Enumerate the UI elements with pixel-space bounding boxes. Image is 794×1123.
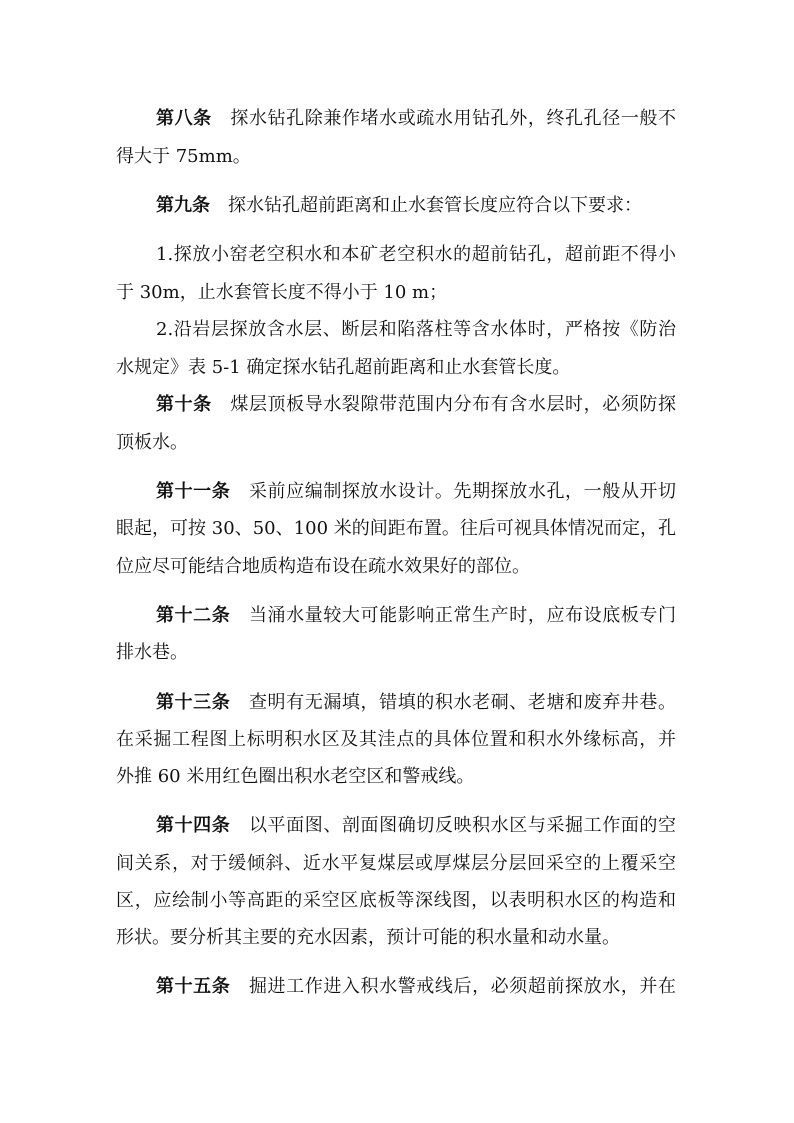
- paragraph-line: 水规定》表 5-1 确定探水钻孔超前距离和止水套管长度。: [116, 357, 571, 378]
- article-text: 采前应编制探放水设计。先期探放水孔，一般从开切: [248, 481, 677, 502]
- article-text: 煤层顶板导水裂隙带范围内分布有含水层时，必须防探: [229, 394, 677, 415]
- paragraph-line: [156, 603, 676, 629]
- paragraph-line: 于 30m，止水套管长度不得小于 10 m；: [116, 282, 448, 303]
- article-text: 探水钻孔超前距离和止水套管长度应符合以下要求：: [228, 195, 642, 216]
- paragraph-line: [156, 193, 676, 219]
- paragraph-line: 2.沿岩层探放含水层、断层和陷落柱等含水体时，严格按《防治: [156, 319, 676, 340]
- paragraph-line: [156, 813, 676, 839]
- article-text: 以平面图、剖面图确切反映积水区与采掘工作面的空: [248, 815, 677, 836]
- paragraph-line: 形状。要分析其主要的充水因素，预计可能的积水量和动水量。: [116, 927, 620, 948]
- paragraph-line: 在采掘工程图上标明积水区及其洼点的具体位置和积水外缘标高，并: [116, 729, 676, 750]
- paragraph-line: 位应尽可能结合地质构造布设在疏水效果好的部位。: [116, 556, 530, 577]
- article-heading: 第十三条: [156, 692, 231, 713]
- paragraph-line: [156, 392, 676, 418]
- article-text: 查明有无漏填，错填的积水老硐、老塘和废弃井巷。: [248, 692, 677, 713]
- article-text: 当涌水量较大可能影响正常生产时，应布设底板专门: [248, 605, 677, 626]
- paragraph-line: 区，应绘制小等高距的采空区底板等深线图，以表明积水区的构造和: [116, 890, 676, 911]
- paragraph-line: [156, 479, 676, 505]
- article-text: 掘进工作进入积水警戒线后，必须超前探放水，并在: [248, 976, 677, 997]
- paragraph-line: [156, 106, 676, 132]
- paragraph-line: 间关系，对于缓倾斜、近水平复煤层或厚煤层分层回采空的上覆采空: [116, 853, 676, 874]
- article-heading: 第十二条: [156, 605, 231, 626]
- article-heading: 第十五条: [156, 976, 231, 997]
- article-heading: 第十四条: [156, 815, 231, 836]
- paragraph-line: 外推 60 米用红色圈出积水老空区和警戒线。: [116, 766, 475, 787]
- paragraph-line: 排水巷。: [116, 642, 188, 663]
- paragraph-line: [156, 974, 676, 1000]
- article-text: 探水钻孔除兼作堵水或疏水用钻孔外，终孔孔径一般不: [229, 108, 677, 129]
- article-heading: 第十一条: [156, 481, 231, 502]
- paragraph-line: 顶板水。: [116, 432, 188, 453]
- paragraph-line: 眼起，可按 30、50、100 米的间距布置。往后可视具体情况而定，孔: [116, 518, 676, 539]
- paragraph-line: 1.探放小窑老空积水和本矿老空积水的超前钻孔，超前距不得小: [156, 244, 676, 265]
- article-heading: 第八条: [156, 108, 212, 129]
- article-heading: 第十条: [156, 394, 212, 415]
- article-heading: 第九条: [156, 195, 210, 216]
- paragraph-line: [156, 690, 676, 716]
- paragraph-line: 得大于 75mm。: [116, 146, 251, 167]
